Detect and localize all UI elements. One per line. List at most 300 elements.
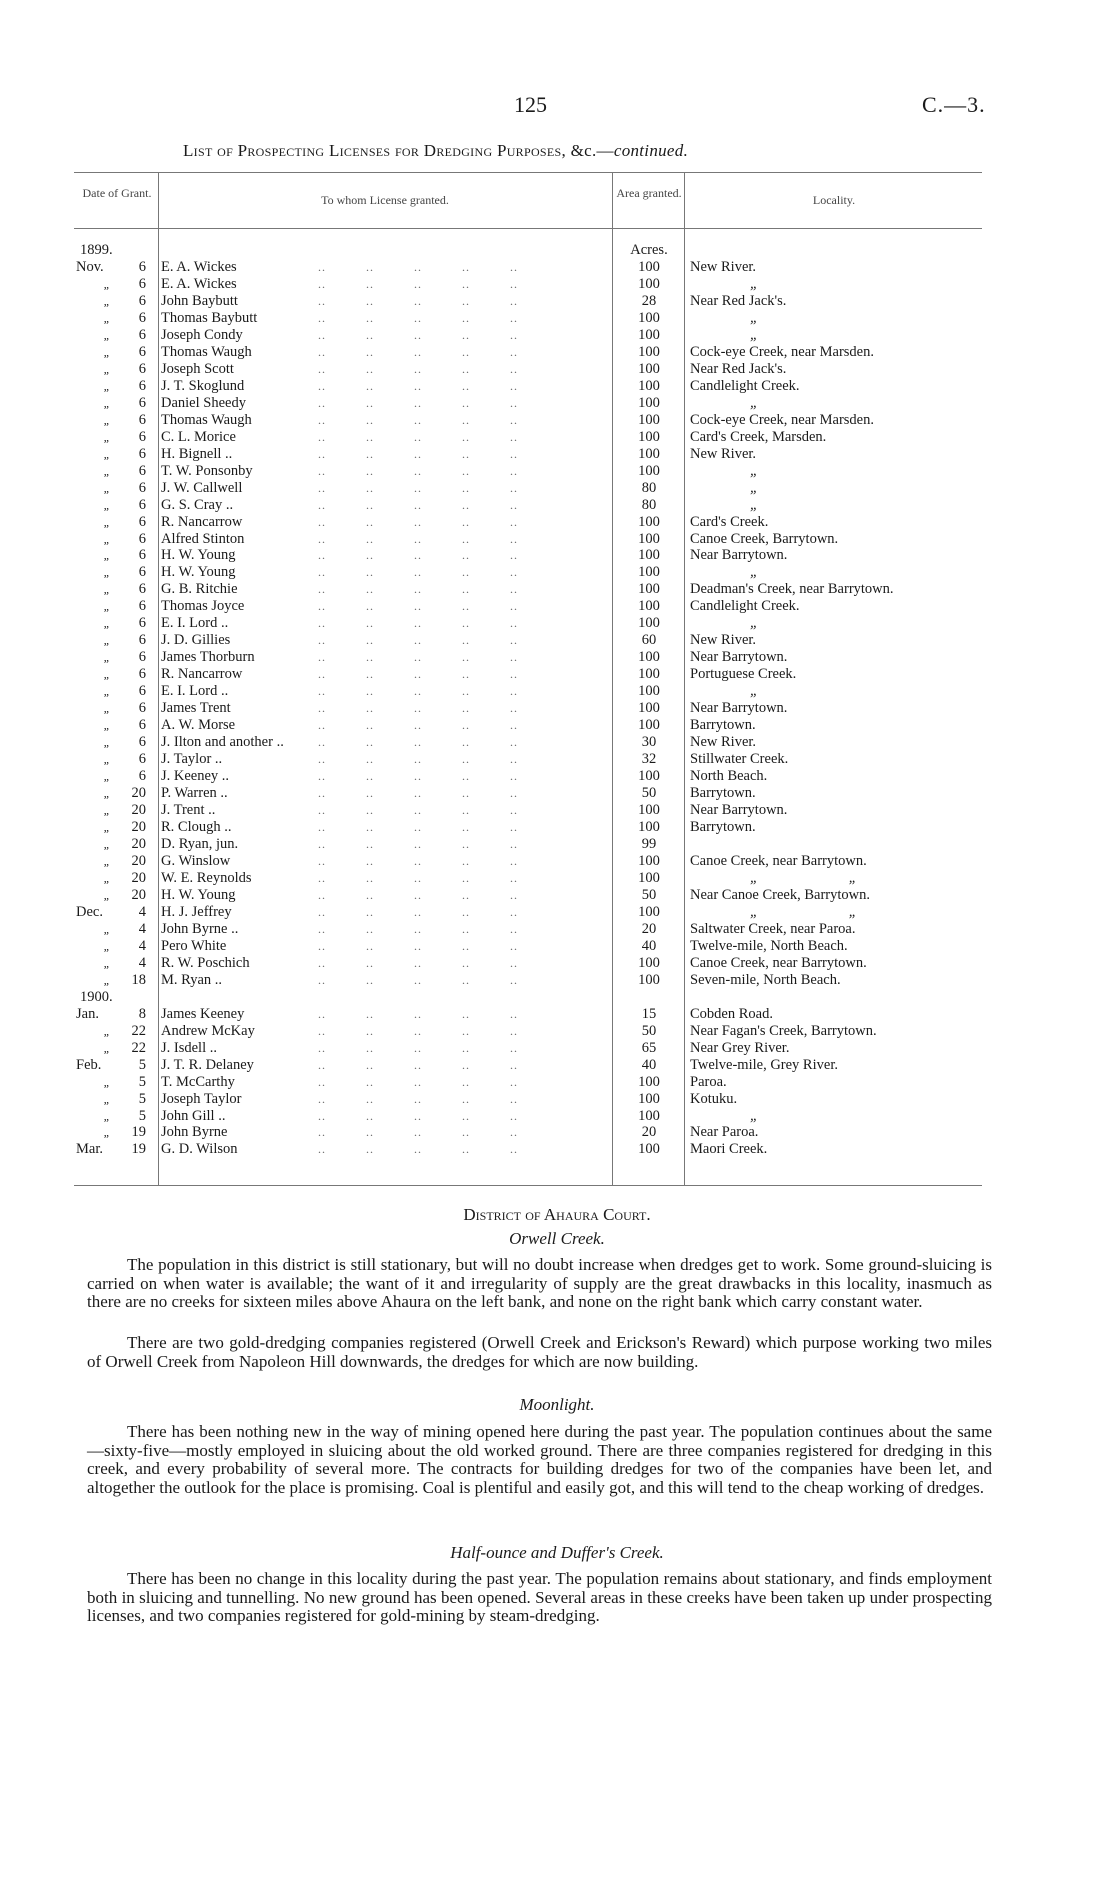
leader-dots: .. .. .. .. .. [318,480,518,495]
section-heading-half-ounce: Half-ounce and Duffer's Creek. [450,1543,664,1562]
area-granted: 100 [638,547,660,564]
leader-dots: .. .. .. .. .. [318,429,518,444]
locality: New River. [690,734,757,751]
area-granted: 50 [641,886,657,903]
area-granted: 60 [641,632,657,649]
area-granted: 100 [638,309,660,326]
area-granted: 100 [638,666,660,683]
area-granted: 100 [638,700,660,717]
table-row [0,632,1114,649]
locality: Near Red Jack's. [690,292,787,309]
licensee-name: G. D. Wilson [161,1141,238,1158]
grant-month: Nov. [76,259,104,275]
grant-day: 6 [138,683,146,700]
leader-dots: .. .. .. .. .. [318,633,518,648]
area-granted: 100 [638,343,660,360]
page-title-main: List of Prospecting Licenses for Dredging Purposes, [183,141,567,160]
table-row [0,904,1114,921]
area-granted: 100 [638,259,660,275]
licensee-name: Thomas Waugh [161,411,252,428]
licensee-name: E. I. Lord .. [161,615,229,632]
grant-day: 6 [138,615,146,632]
licensee-name: James Trent [161,700,231,717]
locality: Canoe Creek, near Barrytown. [690,852,867,869]
grant-day: 6 [138,411,146,428]
grant-day: 20 [131,852,146,869]
leader-dots: .. .. .. .. .. [318,1142,518,1157]
grant-day: 6 [138,564,146,581]
locality: Near Red Jack's. [690,360,787,377]
grant-month: „ [103,276,111,291]
grant-month: „ [103,820,111,834]
locality: Twelve-mile, North Beach. [690,937,848,954]
leader-dots: .. .. .. .. .. [318,972,518,987]
locality: Near Barrytown. [690,649,788,666]
leader-dots: .. .. .. .. .. [318,310,518,325]
grant-month: „ [103,446,111,461]
grant-day: 6 [138,530,146,547]
grant-month: „ [103,1074,111,1089]
grant-month: „ [103,870,111,885]
grant-day: 19 [131,1141,146,1158]
leader-dots: .. .. .. .. .. [318,327,518,342]
grant-day: 4 [138,920,146,937]
licensee-name: E. A. Wickes [161,259,237,275]
table-row [0,412,1114,429]
grant-month: „ [103,786,111,801]
area-granted: 100 [638,869,660,886]
licensee-name: R. Nancarrow [161,513,243,530]
area-granted: 100 [638,598,660,615]
licensee-name: Thomas Baybutt [161,309,258,326]
licensee-name: R. Clough .. [161,819,232,835]
grant-month: „ [103,616,111,631]
licensee-name: E. A. Wickes [161,275,237,292]
locality: Cock-eye Creek, near Marsden. [690,343,874,360]
grant-month: „ [103,701,111,716]
table-row [0,547,1114,564]
paragraph-moonlight: There has been nothing new in the way of mining opened here during the past year. The population continues about the same—sixty-five—mostly employed in sluicing about the old worked ground. There are three companies registered for dredging in this creek, and every probability of several more. The contracts for building dredges for two of the companies have been let, and altogether the outlook for the place is promising. Coal is plentiful and easily got, and this will tend to the cheap working of dredges. [87,1422,992,1497]
grant-month: „ [103,921,111,936]
grant-month: „ [103,667,111,682]
grant-day: 6 [138,326,146,343]
licensee-name: J. Taylor .. [161,751,223,768]
leader-dots: .. .. .. .. .. [318,1023,518,1038]
table-row [0,649,1114,666]
area-granted: 50 [641,1022,657,1039]
area-granted: 100 [638,462,660,479]
grant-month: „ [103,1091,111,1106]
licensee-name: D. Ryan, jun. [161,835,239,852]
area-granted: 100 [638,802,660,819]
grant-month: „ [103,463,111,478]
locality: Cock-eye Creek, near Marsden. [690,411,874,428]
grant-day: 6 [138,377,146,394]
leader-dots: .. .. .. .. .. [318,1091,518,1106]
district-title [0,1205,1114,1225]
licensee-name: T. W. Ponsonby [161,462,253,479]
table-row [0,581,1114,598]
column-header-date: Date of Grant. [82,186,152,200]
table-row [0,497,1114,514]
table-row [0,564,1114,581]
grant-month: Mar. [76,1141,103,1158]
grant-month: „ [103,514,111,529]
locality: „ [750,496,759,513]
locality: Near Grey River. [690,1039,790,1056]
leader-dots: .. .. .. .. .. [318,921,518,936]
table-row [0,853,1114,870]
table-row [0,819,1114,836]
table-row [0,598,1114,615]
grant-day: 5 [138,1073,146,1090]
locality: Canoe Creek, Barrytown. [690,530,839,547]
table-row [0,531,1114,548]
area-granted: 32 [641,751,657,768]
table-row [0,1141,1114,1158]
grant-month: „ [103,497,111,512]
page-number: 125 [514,92,547,117]
district-title-text: District of Ahaura Court. [463,1205,651,1224]
leader-dots: .. .. .. .. .. [318,701,518,716]
locality: „ „ [750,903,857,920]
locality: New River. [690,632,757,649]
locality: Barrytown. [690,717,756,734]
paragraph-orwell-2: There are two gold-dredging companies registered (Orwell Creek and Erickson's Reward) which purpose working two miles of Orwell Creek from Napoleon Hill downwards, the dredges for which are now building. [87,1333,992,1371]
leader-dots: .. .. .. .. .. [318,497,518,512]
locality: „ [750,394,759,411]
leader-dots: .. .. .. .. .. [318,446,518,461]
area-granted: 100 [638,394,660,411]
licensee-name: John Baybutt [161,292,238,309]
area-granted: 100 [638,903,660,920]
table-row [0,615,1114,632]
grant-day: 4 [138,903,146,920]
year-label: 1899. [80,242,113,258]
page-reference: C.—3. [922,92,986,117]
grant-day: 8 [138,1005,146,1022]
locality: „ [750,275,759,292]
table-bottom-rule [74,1185,982,1186]
grant-month: „ [103,480,111,495]
table-row [0,751,1114,768]
grant-day: 22 [131,1039,146,1056]
locality: Canoe Creek, near Barrytown. [690,954,867,971]
table-row [0,429,1114,446]
grant-month: Dec. [76,903,103,920]
area-granted: 100 [638,954,660,971]
licensee-name: John Gill .. [161,1107,226,1124]
area-granted: 100 [638,513,660,530]
licensee-name: A. W. Morse [161,717,236,734]
grant-day: 6 [138,496,146,513]
area-granted: 100 [638,326,660,343]
licensee-name: Alfred Stinton [161,530,245,547]
locality: „ [750,326,759,343]
table-row [0,785,1114,802]
grant-day: 6 [138,445,146,462]
licensee-name: John Byrne .. [161,920,239,937]
table-row [0,1057,1114,1074]
table-row [0,259,1114,276]
licensee-name: J. Ilton and another .. [161,734,284,751]
grant-month: Jan. [76,1005,99,1022]
locality: „ [750,479,759,496]
licensee-name: J. D. Gillies [161,632,231,649]
grant-day: 4 [138,937,146,954]
table-row [0,1040,1114,1057]
paragraph-half-ounce: There has been no change in this locality during the past year. The population remains about stationary, and finds employment both in sluicing and tunnelling. No new ground has been opened. Several areas in these creeks have been taken up under prospecting licenses, and two companies registered for gold-mining by steam-dredging. [87,1569,992,1625]
locality: „ [750,309,759,326]
leader-dots: .. .. .. .. .. [318,938,518,953]
locality: Paroa. [690,1073,727,1090]
section-heading-orwell: Orwell Creek. [509,1229,605,1248]
table-row [0,276,1114,293]
grant-day: 6 [138,394,146,411]
leader-dots: .. .. .. .. .. [318,1125,518,1140]
grant-day: 20 [131,819,146,835]
grant-day: 6 [138,428,146,445]
grant-month: „ [103,718,111,733]
page-title-continued: continued. [613,141,689,160]
licensee-name: R. W. Poschich [161,954,250,971]
table-row [0,836,1114,853]
locality: Card's Creek, Marsden. [690,428,827,445]
table-row [0,1091,1114,1108]
table-row [0,921,1114,938]
area-granted: 20 [641,1124,657,1141]
grant-day: 6 [138,259,146,275]
licensee-name: J. Trent .. [161,802,216,819]
area-granted: 100 [638,971,660,988]
leader-dots: .. .. .. .. .. [318,276,518,291]
locality: Near Barrytown. [690,547,788,564]
table-row [0,378,1114,395]
table-header-rule [74,228,982,229]
licensee-name: W. E. Reynolds [161,869,252,886]
grant-month: „ [103,582,111,597]
locality: „ [750,1107,759,1124]
grant-month: „ [103,650,111,665]
area-granted: 20 [641,920,657,937]
leader-dots: .. .. .. .. .. [318,786,518,801]
area-granted: 28 [641,292,657,309]
grant-month: „ [103,293,111,308]
area-granted: 80 [641,479,657,496]
grant-month: „ [103,531,111,546]
leader-dots: .. .. .. .. .. [318,769,518,784]
locality: Maori Creek. [690,1141,768,1158]
leader-dots: .. .. .. .. .. [318,1006,518,1021]
area-granted: 100 [638,649,660,666]
table-row [0,1074,1114,1091]
grant-day: 20 [131,802,146,819]
licensee-name: P. Warren .. [161,785,228,802]
table-row [0,870,1114,887]
licensee-name: H. W. Young [161,886,236,903]
grant-day: 18 [131,971,146,988]
grant-month: „ [103,684,111,699]
grant-day: 6 [138,360,146,377]
grant-day: 5 [138,1107,146,1124]
table-row [0,938,1114,955]
grant-month: „ [103,752,111,767]
grant-month: „ [103,972,111,987]
leader-dots: .. .. .. .. .. [318,650,518,665]
area-granted: 100 [638,1107,660,1124]
area-granted: 100 [638,1090,660,1107]
grant-day: 6 [138,666,146,683]
leader-dots: .. .. .. .. .. [318,378,518,393]
grant-day: 6 [138,768,146,785]
locality: Near Fagan's Creek, Barrytown. [690,1022,877,1039]
table-row [0,768,1114,785]
grant-day: 20 [131,785,146,802]
leader-dots: .. .. .. .. .. [318,1040,518,1055]
leader-dots: .. .. .. .. .. [318,412,518,427]
column-header-area: Area granted. [616,186,682,200]
grant-day: 6 [138,513,146,530]
leader-dots: .. .. .. .. .. [318,463,518,478]
table-row [0,734,1114,751]
locality: „ [750,564,759,581]
licensee-name: C. L. Morice [161,428,236,445]
grant-day: 6 [138,751,146,768]
licensee-name: Daniel Sheedy [161,394,246,411]
licensee-name: R. Nancarrow [161,666,243,683]
locality: Deadman's Creek, near Barrytown. [690,581,894,598]
licensee-name: John Byrne [161,1124,228,1141]
locality: „ „ [750,869,857,886]
grant-day: 6 [138,343,146,360]
page-title-sep: &c.— [566,141,614,160]
area-unit-label: Acres. [630,242,668,258]
locality: „ [750,683,759,700]
grant-month: „ [103,378,111,393]
table-row [0,1006,1114,1023]
grant-month: „ [103,395,111,410]
grant-day: 6 [138,734,146,751]
leader-dots: .. .. .. .. .. [318,548,518,563]
locality: Card's Creek. [690,513,769,530]
grant-day: 6 [138,292,146,309]
locality: Twelve-mile, Grey River. [690,1056,838,1073]
grant-day: 19 [131,1124,146,1141]
leader-dots: .. .. .. .. .. [318,582,518,597]
licensee-name: H. W. Young [161,547,236,564]
grant-month: „ [103,769,111,784]
leader-dots: .. .. .. .. .. [318,667,518,682]
licensee-name: Joseph Scott [161,360,234,377]
table-row [0,972,1114,989]
leader-dots: .. .. .. .. .. [318,870,518,885]
table-row [0,717,1114,734]
grant-month: „ [103,344,111,359]
area-granted: 100 [638,768,660,785]
table-row [0,1023,1114,1040]
leader-dots: .. .. .. .. .. [318,361,518,376]
area-granted: 30 [641,734,657,751]
locality: Near Paroa. [690,1124,759,1141]
table-top-rule [74,172,982,173]
grant-day: 6 [138,581,146,598]
table-row [0,327,1114,344]
licensee-name: T. McCarthy [161,1073,235,1090]
licensee-name: H. Bignell .. [161,445,233,462]
licensee-name: G. S. Cray .. [161,496,234,513]
table-row [0,344,1114,361]
locality: Near Canoe Creek, Barrytown. [690,886,870,903]
area-granted: 100 [638,377,660,394]
grant-day: 6 [138,462,146,479]
paragraph-orwell-1: The population in this district is still stationary, but will no doubt increase when dredges get to work. Some ground-sluicing is carried on when water is available; the want of it and irregularity of supply are the great drawbacks in this locality, inasmuch as there are no creeks for sixteen miles above Ahaura on the left bank, and none on the right bank which carry constant water. [87,1255,992,1311]
area-granted: 100 [638,564,660,581]
table-row [0,395,1114,412]
grant-month: „ [103,1108,111,1123]
locality: Cobden Road. [690,1005,773,1022]
area-granted: 100 [638,819,660,835]
grant-month: „ [103,955,111,970]
table-row [0,887,1114,904]
grant-month: „ [103,938,111,953]
area-granted: 65 [641,1039,657,1056]
leader-dots: .. .. .. .. .. [318,853,518,868]
licensee-name: G. Winslow [161,852,231,869]
area-granted: 80 [641,496,657,513]
licensee-name: H. J. Jeffrey [161,903,232,920]
leader-dots: .. .. .. .. .. [318,260,518,274]
leader-dots: .. .. .. .. .. [318,955,518,970]
grant-month: „ [103,565,111,580]
area-granted: 100 [638,615,660,632]
leader-dots: .. .. .. .. .. [318,395,518,410]
grant-month: „ [103,1125,111,1140]
grant-month: „ [103,1040,111,1055]
licensee-name: Andrew McKay [161,1022,255,1039]
table-row [0,802,1114,819]
area-granted: 99 [641,835,657,852]
area-granted: 100 [638,360,660,377]
locality: Barrytown. [690,819,756,835]
locality: Portuguese Creek. [690,666,797,683]
grant-day: 6 [138,309,146,326]
leader-dots: .. .. .. .. .. [318,752,518,767]
licensee-name: J. T. R. Delaney [161,1056,254,1073]
licensee-name: James Keeney [161,1005,245,1022]
grant-day: 6 [138,598,146,615]
leader-dots: .. .. .. .. .. [318,684,518,699]
locality: New River. [690,259,757,275]
grant-day: 5 [138,1056,146,1073]
area-granted: 15 [641,1005,657,1022]
grant-month: „ [103,853,111,868]
column-header-locality: Locality. [812,193,856,207]
leader-dots: .. .. .. .. .. [318,1057,518,1072]
licensee-name: J. Keeney .. [161,768,230,785]
locality: „ [750,615,759,632]
grant-month: „ [103,327,111,342]
locality: Seven-mile, North Beach. [690,971,841,988]
grant-month: „ [103,1023,111,1038]
leader-dots: .. .. .. .. .. [318,599,518,614]
area-granted: 100 [638,1141,660,1158]
area-granted: 40 [641,1056,657,1073]
leader-dots: .. .. .. .. .. [318,616,518,631]
column-header-name: To whom License granted. [321,193,449,207]
grant-month: „ [103,803,111,818]
grant-month: „ [103,429,111,444]
grant-month: „ [103,836,111,851]
